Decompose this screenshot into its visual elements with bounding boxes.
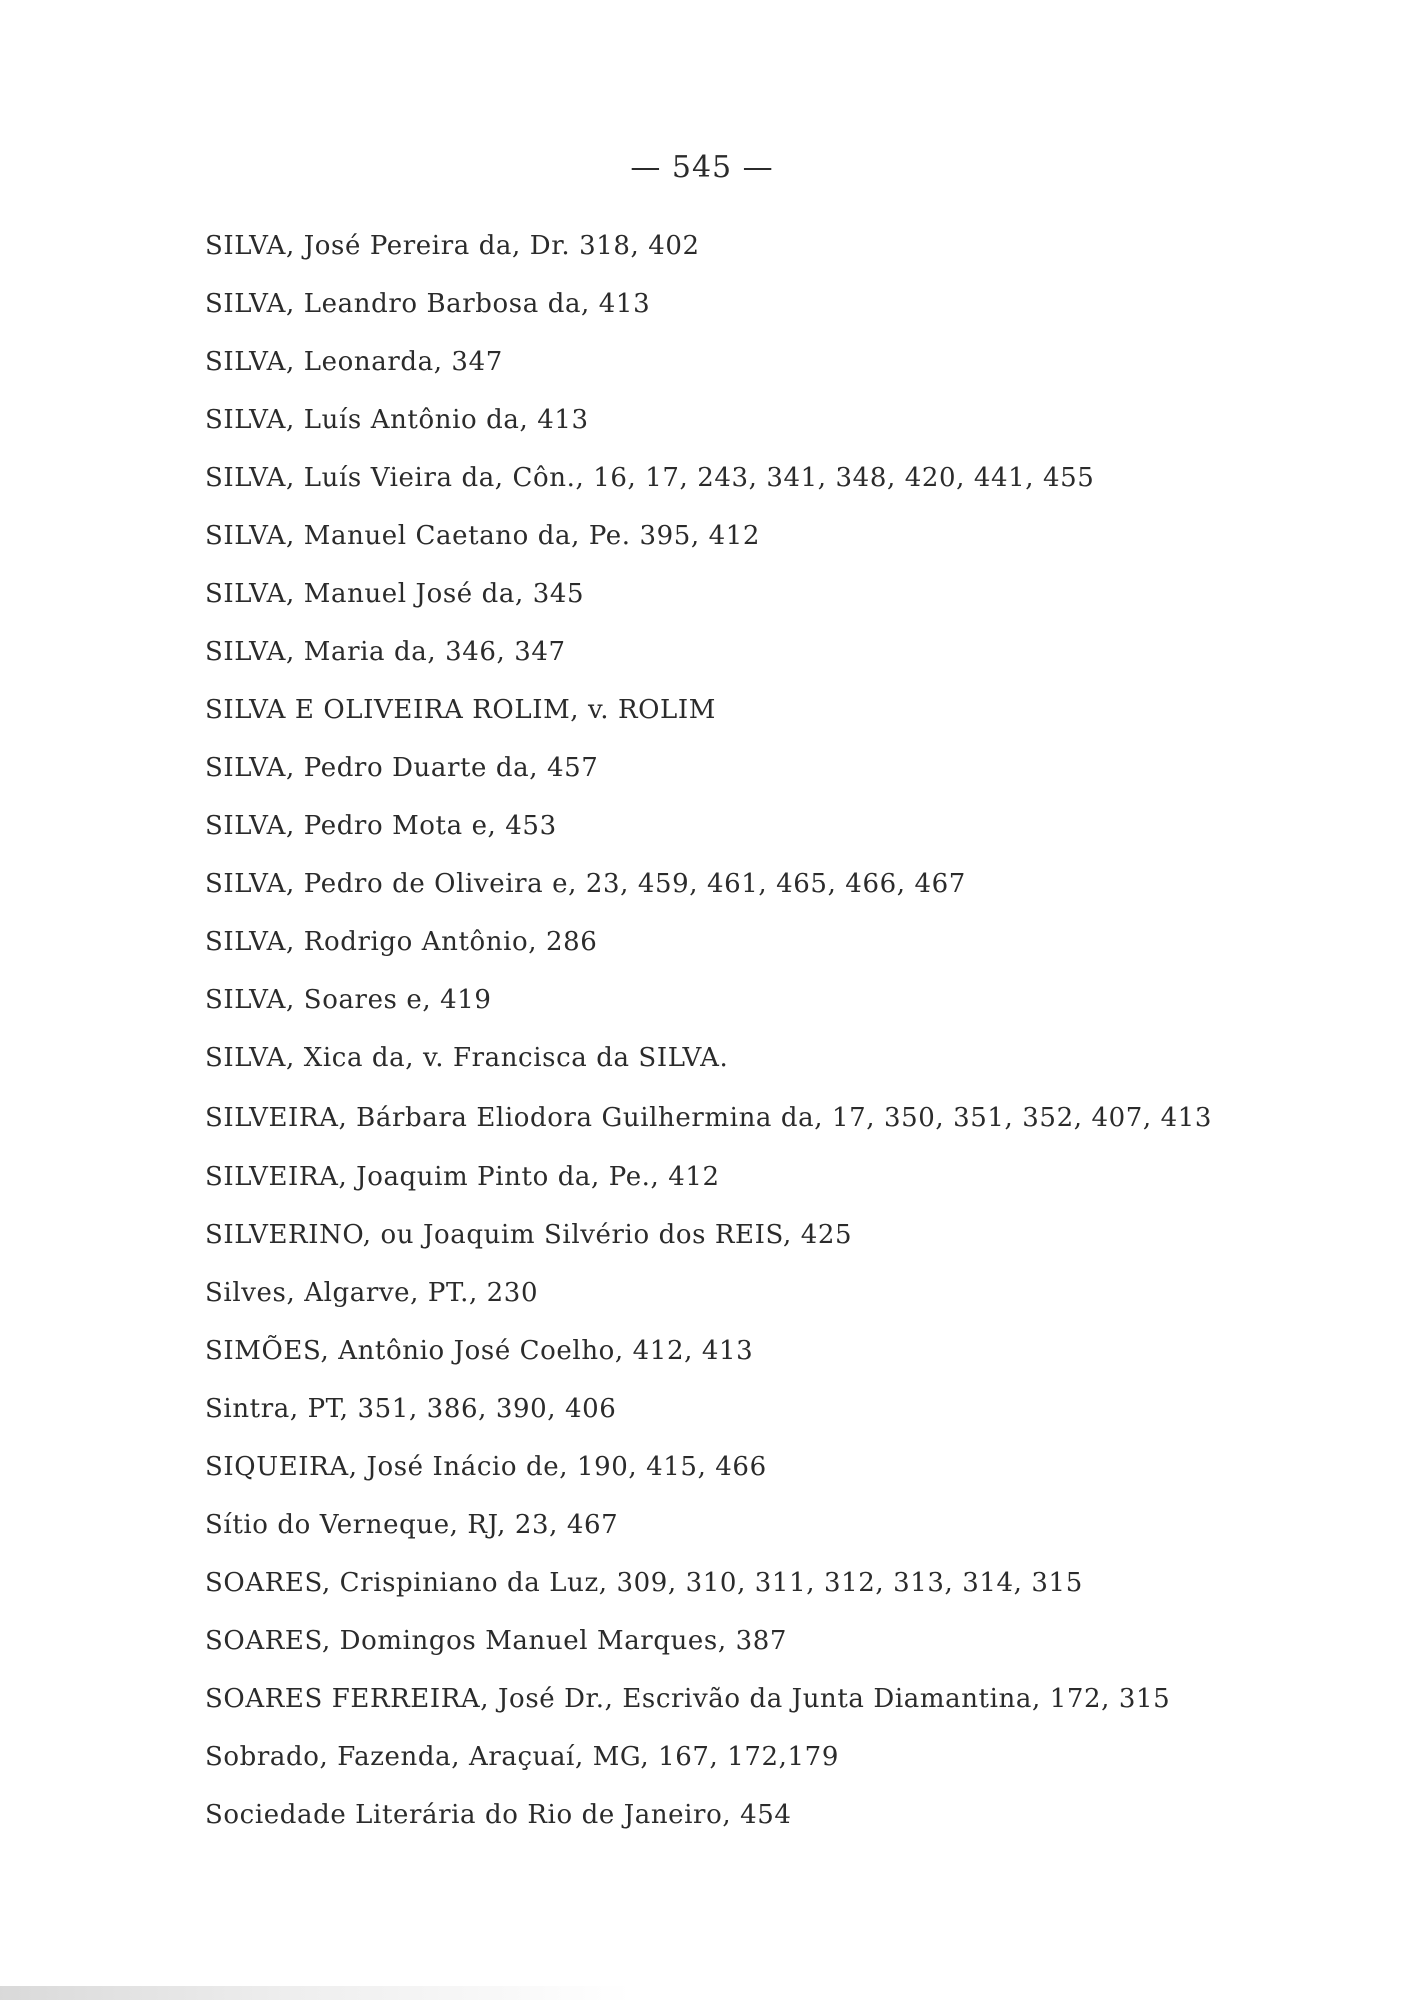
index-entry: SILVERINO, ou Joaquim Silvério dos REIS, 425 bbox=[205, 1220, 853, 1250]
index-entry: Sítio do Verneque, RJ, 23, 467 bbox=[205, 1510, 619, 1540]
index-entry: Sociedade Literária do Rio de Janeiro, 454 bbox=[205, 1800, 792, 1830]
index-entry: SIQUEIRA, José Inácio de, 190, 415, 466 bbox=[205, 1452, 767, 1482]
index-entry: SILVA, Xica da, v. Francisca da SILVA. bbox=[205, 1043, 729, 1073]
index-entry: SILVA, Leandro Barbosa da, 413 bbox=[205, 289, 651, 319]
index-entry: Sobrado, Fazenda, Araçuaí, MG, 167, 172,179 bbox=[205, 1742, 839, 1772]
index-entry: SILVEIRA, Joaquim Pinto da, Pe., 412 bbox=[205, 1162, 720, 1192]
index-entry: Silves, Algarve, PT., 230 bbox=[205, 1278, 539, 1308]
index-entry: SILVEIRA, Bárbara Eliodora Guilhermina da, 17, 350, 351, 352, 407, 413 bbox=[205, 1103, 1213, 1133]
index-entry: SILVA, Luís Vieira da, Côn., 16, 17, 243, 341, 348, 420, 441, 455 bbox=[205, 463, 1095, 493]
index-entry: SILVA, Maria da, 346, 347 bbox=[205, 637, 566, 667]
index-entry: SILVA, Rodrigo Antônio, 286 bbox=[205, 927, 598, 957]
index-entry: SILVA, Luís Antônio da, 413 bbox=[205, 405, 589, 435]
index-entry: SILVA, Leonarda, 347 bbox=[205, 347, 503, 377]
index-entry: SILVA, Pedro de Oliveira e, 23, 459, 461, 465, 466, 467 bbox=[205, 869, 966, 899]
index-entry: SOARES, Crispiniano da Luz, 309, 310, 311, 312, 313, 314, 315 bbox=[205, 1568, 1083, 1598]
index-entry: SOARES, Domingos Manuel Marques, 387 bbox=[205, 1626, 787, 1656]
index-entry: SILVA, Manuel Caetano da, Pe. 395, 412 bbox=[205, 521, 761, 551]
index-entry: SILVA, Pedro Mota e, 453 bbox=[205, 811, 557, 841]
index-entry: SILVA E OLIVEIRA ROLIM, v. ROLIM bbox=[205, 695, 717, 725]
index-entry: SILVA, Manuel José da, 345 bbox=[205, 579, 585, 609]
index-entry: SILVA, José Pereira da, Dr. 318, 402 bbox=[205, 231, 700, 261]
index-entry: SILVA, Pedro Duarte da, 457 bbox=[205, 753, 599, 783]
index-entry-list bbox=[205, 230, 1235, 1857]
scan-edge-shadow bbox=[0, 1986, 1404, 2000]
page-number: — 545 — bbox=[630, 150, 774, 185]
index-entry: SIMÕES, Antônio José Coelho, 412, 413 bbox=[205, 1336, 754, 1366]
index-entry: SILVA, Soares e, 419 bbox=[205, 985, 492, 1015]
index-entry: SOARES FERREIRA, José Dr., Escrivão da Junta Diamantina, 172, 315 bbox=[205, 1684, 1171, 1714]
index-entry: Sintra, PT, 351, 386, 390, 406 bbox=[205, 1394, 617, 1424]
